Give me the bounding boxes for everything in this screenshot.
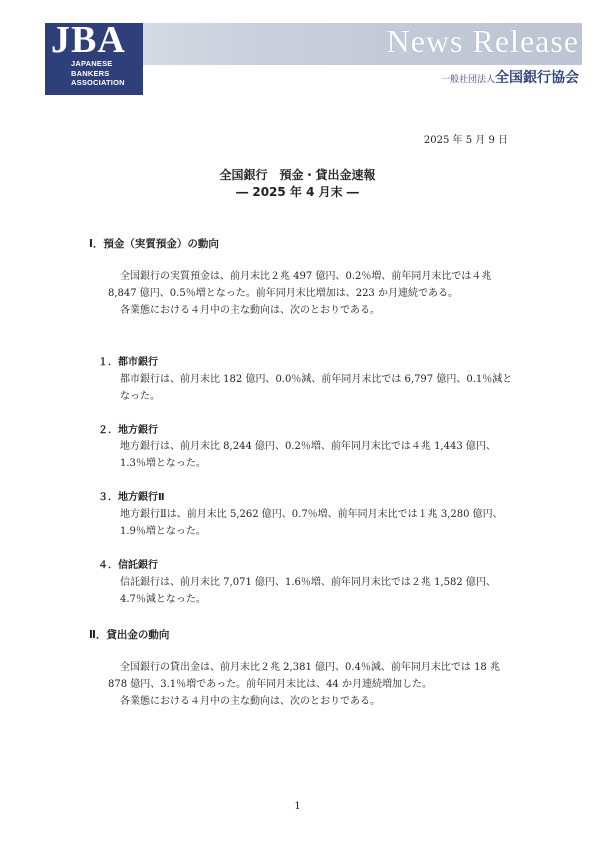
paragraph: 各業態における４月中の主な動向は、次のとおりである。 xyxy=(120,305,380,316)
news-release-label: News Release xyxy=(386,23,579,59)
logo-sub-line: ASSOCIATION xyxy=(71,78,125,87)
subsection-text xyxy=(120,574,513,608)
subsection-heading: ２．地方銀行 xyxy=(98,425,158,436)
subsection-text xyxy=(120,371,513,405)
paragraph: 地方銀行Ⅱは、前月末比 5,262 億円、0.7％増、前年同月末比では１兆 3,280 億円、1.9％増となった。 xyxy=(120,509,503,537)
subsection-text xyxy=(120,506,513,540)
paragraph: 都市銀行は、前月末比 182 億円、0.0％減、前年同月末比では 6,797 億円、0.1％減となった。 xyxy=(120,374,513,402)
loans-summary xyxy=(108,659,513,710)
subsection-heading: ３．地方銀行Ⅱ xyxy=(98,492,165,503)
paragraph: 地方銀行は、前月末比 8,244 億円、0.2％増、前年同月末比では４兆 1,443 億円、1.3％増となった。 xyxy=(120,441,496,469)
subsection-heading: ４．信託銀行 xyxy=(98,560,158,571)
logo-sub-line: JAPANESE xyxy=(71,59,113,68)
paragraph: 全国銀行の貸出金は、前月末比２兆 2,381 億円、0.4％減、前年同月末比では 18 兆 878 億円、3.1％増であった。前年同月末比は、44 か月連続増加した。 xyxy=(108,662,500,690)
paragraph: 各業態における４月中の主な動向は、次のとおりである。 xyxy=(120,696,380,707)
document-title: 全国銀行 預金・貸出金速報 xyxy=(219,168,376,182)
logo-sub-line: BANKERS xyxy=(71,68,110,78)
page-number: 1 xyxy=(294,801,301,812)
document-subtitle: ― 2025 年 4 月末 ― xyxy=(236,185,359,199)
jba-logo-subtitle xyxy=(71,59,125,88)
deposits-summary xyxy=(108,268,513,319)
subsection-text xyxy=(120,438,513,472)
organization-name xyxy=(441,67,579,87)
release-date: 2025 年 5 月 9 日 xyxy=(423,135,508,146)
section-heading-deposits: Ⅰ．預金（実質預金）の動向 xyxy=(89,238,219,250)
org-prefix: 一般社団法人 xyxy=(440,75,495,85)
org-name-main: 全国銀行協会 xyxy=(495,70,579,86)
subsection-heading: １．都市銀行 xyxy=(98,357,158,368)
section-heading-loans: Ⅱ．貸出金の動向 xyxy=(89,629,170,641)
jba-logo-letters: JBA xyxy=(51,19,126,61)
paragraph: 全国銀行の実質預金は、前月末比２兆 497 億円、0.2％増、前年同月末比では４兆 8,847 億円、0.5％増となった。前年同月末比増加は、223 か月連続である。 xyxy=(108,271,492,299)
paragraph: 信託銀行は、前月末比 7,071 億円、1.6％増、前年同月末比では２兆 1,582 億円、4.7％減となった。 xyxy=(120,577,496,605)
